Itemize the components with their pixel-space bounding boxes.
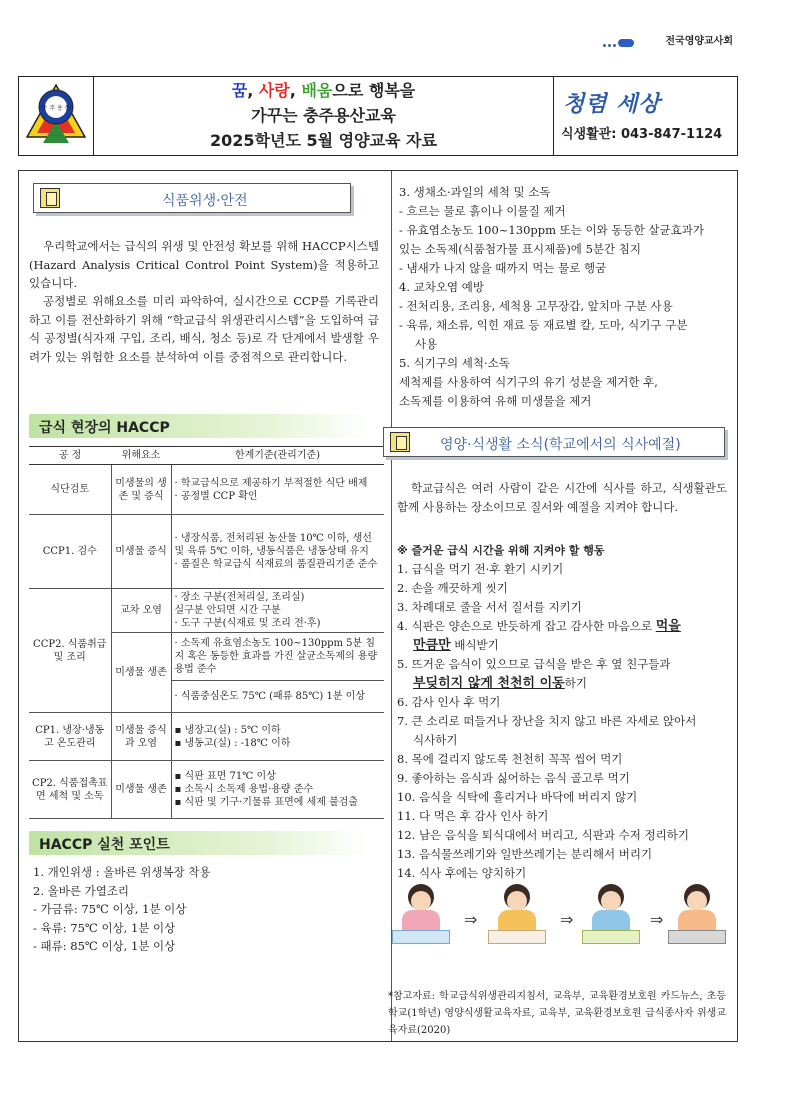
table-row: [29, 589, 384, 633]
standard-item: · 품질은 학교급식 식재료의 품질관리기준 준수: [174, 559, 378, 570]
rule-text: 배식받기: [450, 638, 499, 652]
rule-emphasis: 먹을: [655, 619, 681, 634]
list-item: 2. 올바른 가열조리: [33, 883, 130, 898]
rule-emphasis: 부딪히지 않게 천천히 이동: [413, 676, 565, 691]
haccp-table: [29, 446, 384, 819]
arrow-icon: ⇒: [464, 910, 478, 929]
list-item: 1. 개인위생 : 올바른 위생복장 착용: [33, 865, 211, 879]
list-item: 있는 소독제(식품첨가물 표시제품)에 5분간 침지: [399, 242, 641, 256]
rules-title: ※ 즐거운 급식 시간을 위해 지켜야 할 행동: [397, 544, 605, 557]
list-item: 사용: [415, 337, 438, 351]
process-cell: 식단검토: [29, 465, 111, 515]
arrow-icon: ⇒: [560, 910, 574, 929]
list-item: 14. 식사 후에는 양치하기: [397, 866, 527, 880]
list-item: - 전처리용, 조리용, 세척용 고무장갑, 앞치마 구분 사용: [399, 299, 673, 313]
rule-text: 4. 식판은 양손으로 반듯하게 잡고 감사한 마음으로: [397, 619, 656, 633]
list-item: - 흐르는 물로 흙이나 이물질 제거: [399, 204, 566, 218]
standard-cell: [171, 713, 384, 761]
title-rest: 으로 행복을: [332, 81, 416, 100]
org-logo: [603, 32, 647, 44]
standard-item: ▪ 식판 표면 71℃ 이상: [174, 771, 276, 782]
standard-cell: [171, 515, 384, 589]
standard-item: · 소독제 유효염소농도 100~130ppm 5분 침지 혹은 동등한 효과를 가진 살균소독제의 용량 용법 준수: [174, 638, 378, 675]
list-item: 10. 음식을 식탁에 흘리거나 바닥에 버리지 않기: [397, 790, 638, 804]
reference-note: *참고자료: 학교급식위생관리지침서, 교육부, 교육환경보호원 카드뉴스, 초등학교(1학년) 영양식생활교육자료, 교육부, 교육환경보호원 급식종사자 위생교육자료(2020): [388, 991, 726, 1036]
process-cell: CCP2. 식품취급 및 조리: [29, 589, 111, 713]
list-item: 2. 손을 깨끗하게 씻기: [397, 581, 508, 595]
list-item: 6. 감사 인사 후 먹기: [397, 695, 501, 709]
standard-item: · 식품중심온도 75℃ (패류 85℃) 1분 이상: [174, 691, 365, 702]
emblem-text: 충 주 용 산: [41, 105, 71, 112]
list-item: - 냄새가 나지 않을 때까지 먹는 물로 헹굼: [399, 261, 607, 275]
standard-cell: [171, 465, 384, 515]
hazard-cell: 미생물의 생존 및 증식: [111, 465, 171, 515]
standard-item: · 학교급식으로 제공하기 부적절한 식단 배제: [174, 477, 368, 489]
etiquette-illustration: [392, 882, 722, 960]
table-row: [29, 515, 384, 589]
memo-icon: [40, 188, 60, 208]
rule-text: 하기: [564, 676, 587, 690]
contact-cell: [555, 77, 739, 155]
cleaning-list: [393, 183, 733, 411]
standard-item: 실구분 안되면 시간 구분: [174, 605, 281, 616]
standard-item: · 장소 구분(전처리실, 조리실): [174, 592, 305, 603]
list-item: [397, 636, 731, 655]
standard-cell: [171, 681, 384, 713]
title-line-2: 가꾸는 충주용산교육: [251, 106, 396, 125]
org-name: 전국영양교사회: [665, 36, 733, 47]
standard-cell: [171, 761, 384, 819]
process-cell: CP2. 식품접촉표면 세척 및 소독: [29, 761, 111, 819]
title-line-1: [94, 79, 553, 103]
table-header: 한계기준(관리기준): [171, 447, 384, 465]
word-love: 사랑: [258, 81, 290, 100]
list-item: 5. 뜨거운 음식이 있으므로 급식을 받은 후 옆 친구들과: [397, 657, 671, 671]
list-item: - 가금류: 75℃ 이상, 1분 이상: [33, 902, 187, 916]
subtitle-haccp-site: 급식 현장의 HACCP: [29, 414, 369, 438]
hazard-cell: 미생물 생존: [111, 633, 171, 713]
table-row: [29, 713, 384, 761]
list-item: 5. 식기구의 세척·소독: [399, 356, 510, 370]
memo-icon: [390, 432, 410, 452]
word-learning: 배움: [301, 81, 333, 100]
list-item: 7. 큰 소리로 떠들거나 장난을 치지 않고 바른 자세로 앉아서: [397, 714, 697, 728]
list-item: 13. 음식물쓰레기와 일반쓰레기는 분리해서 버리기: [397, 847, 653, 861]
banner-nutrition-news: [383, 427, 725, 457]
list-item: 12. 남은 음식을 퇴식대에서 버리고, 식판과 수저 정리하기: [397, 828, 689, 842]
hazard-cell: 교차 오염: [111, 589, 171, 633]
banner-food-safety: [33, 183, 351, 213]
table-header-row: [29, 447, 384, 465]
list-item: [397, 674, 731, 693]
process-cell: CP1. 냉장·냉동고 온도관리: [29, 713, 111, 761]
standard-item: ▪ 냉동고(실) : -18℃ 이하: [174, 737, 291, 749]
table-row: [29, 761, 384, 819]
list-item: 3. 생채소·과일의 세척 및 소독: [399, 185, 551, 199]
subtitle-haccp-points: HACCP 실천 포인트: [29, 831, 369, 855]
comma: ,: [289, 81, 302, 100]
list-item: 3. 차례대로 줄을 서서 질서를 지키기: [397, 600, 582, 614]
arrow-icon: ⇒: [650, 910, 664, 929]
table-header: 위해요소: [111, 447, 171, 465]
word-dream: 꿈: [231, 81, 248, 100]
rule-emphasis: 만큼만: [413, 638, 451, 653]
etiquette-rules: [397, 541, 731, 883]
child-eating-illustration: [582, 882, 640, 952]
title-line-3: 2025학년도 5월 영양교육 자료: [210, 131, 437, 150]
school-emblem: [19, 77, 94, 155]
list-item: 4. 교차오염 예방: [399, 280, 484, 294]
list-item: 1. 급식을 먹기 전·후 환기 시키기: [397, 562, 564, 576]
etiquette-intro: 학교급식은 여러 사람이 같은 시간에 식사를 하고, 식생활관도 함께 사용하는 장소이므로 질서와 예절을 지켜야 합니다.: [397, 481, 727, 514]
list-item: - 유효염소농도 100~130ppm 또는 이와 동등한 살균효과가: [399, 223, 704, 237]
list-item: [397, 617, 731, 636]
table-header: 공 정: [29, 447, 111, 465]
standard-item: · 공정별 CCP 확인: [174, 490, 258, 502]
haccp-points-list: [33, 863, 373, 956]
intro-paragraph-2: 공정별로 위해요소를 미리 파악하여, 실시간으로 CCP를 기록관리하고 이를 전산화하기 위해 “학교급식 위생관리시스템”을 도입하여 급식 공정별(식자재 구입, 조리, 배식, 청소 등)로 각 단계에서 발생할 우려가 있는 위험한 요소를 분석하여 이를 중점적으로 관리합니다.: [29, 294, 379, 364]
list-item: 소독제를 이용하여 유해 미생물을 제거: [399, 394, 592, 408]
list-item: 11. 다 먹은 후 감사 인사 하기: [397, 809, 549, 823]
list-item: 식사하기: [413, 733, 458, 747]
list-item: 8. 목에 걸리지 않도록 천천히 꼭꼭 씹어 먹기: [397, 752, 623, 766]
intro-paragraph-1: 우리학교에서는 급식의 위생 및 안전성 확보를 위해 HACCP시스템(Hazard Analysis Critical Control Point System)을 적용하고 있습니다.: [29, 239, 379, 290]
child-clearing-illustration: [668, 882, 726, 952]
process-cell: CCP1. 검수: [29, 515, 111, 589]
school-emblem-icon: [19, 77, 93, 153]
title-block: [94, 77, 554, 155]
list-item: 세척제를 사용하여 식기구의 유기 성분을 제거한 후,: [399, 375, 658, 389]
standard-item: · 도구 구분(식재료 및 조리 전·후): [174, 618, 321, 629]
banner-label: 식품위생·안전: [162, 193, 248, 209]
comma: ,: [247, 81, 259, 100]
phone-number: 식생활관: 043-847-1124: [561, 127, 723, 142]
hazard-cell: 미생물 증식: [111, 515, 171, 589]
list-item: - 육류: 75℃ 이상, 1분 이상: [33, 920, 176, 935]
standard-item: · 냉장식품, 전처리된 농산물 10℃ 이하, 생선 및 육류 5℃ 이하, 냉동식품은 냉동상태 유지: [174, 533, 372, 557]
list-item: 9. 좋아하는 음식과 싫어하는 음식 골고루 먹기: [397, 771, 630, 785]
hazard-cell: 미생물 증식과 오염: [111, 713, 171, 761]
standard-item: ▪ 식판 및 기구·기물류 표면에 세제 불검출: [174, 797, 359, 808]
hazard-cell: 미생물 생존: [111, 761, 171, 819]
table-row: [29, 465, 384, 515]
brand-logo: 청렴 세상: [563, 91, 661, 117]
standard-item: ▪ 냉장고(실) : 5℃ 이하: [174, 724, 281, 736]
banner-label: 영양·식생활 소식(학교에서의 식사예절): [440, 437, 681, 453]
list-item: - 패류: 85℃ 이상, 1분 이상: [33, 939, 176, 953]
standard-item: ▪ 소독시 소독제 용법·용량 준수: [174, 784, 314, 795]
standard-cell: [171, 633, 384, 681]
standard-cell: [171, 589, 384, 633]
list-item: - 육류, 채소류, 익힌 재료 등 재료별 칼, 도마, 식기구 구분: [399, 318, 688, 332]
header-box: [18, 76, 738, 156]
child-receiving-illustration: [488, 882, 546, 952]
child-washing-illustration: [392, 882, 450, 952]
